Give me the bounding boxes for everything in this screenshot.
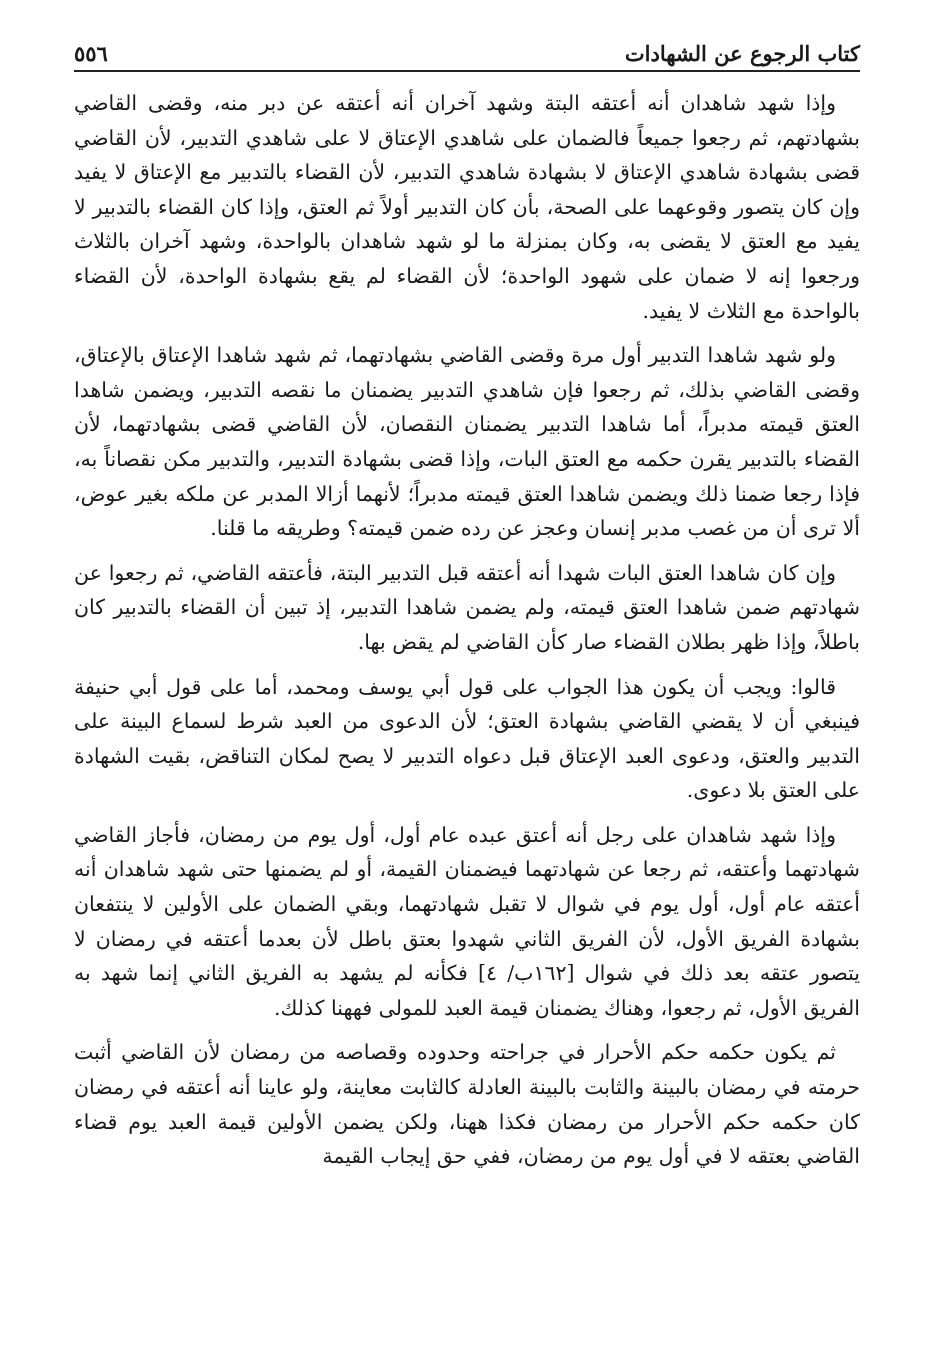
body-text: [74, 86, 860, 1174]
book-title: كتاب الرجوع عن الشهادات: [624, 40, 860, 66]
book-page: [74, 30, 860, 1340]
paragraph: وإذا شهد شاهدان أنه أعتقه البتة وشهد آخران أنه أعتقه عن دبر منه، وقضى القاضي بشهادتهم، ثم رجعوا جميعاً فالضمان على شاهدي الإعتاق لا على شاهدي التدبير، لأن القاضي قضى بشهادة شاهدي الإعتاق لا بشهادة شاهدي التدبير، لأن القضاء بالتدبير مع الإعتاق لا يفيد وإن كان يتصور وقوعهما على الصحة، بأن كان التدبير أولاً ثم العتق، وإذا كان القضاء بالتدبير لا يفيد مع العتق لا يقضى به، وكان بمنزلة ما لو شهد شاهدان بالواحدة، وشهد آخران بالثلاث ورجعوا إنه لا ضمان على شهود الواحدة؛ لأن القضاء لم يقع بشهادة الواحدة، لأن القضاء بالواحدة مع الثلاث لا يفيد.: [74, 91, 860, 323]
paragraph: ولو شهد شاهدا التدبير أول مرة وقضى القاضي بشهادتهما، ثم شهد شاهدا الإعتاق بالإعتاق، وقضى القاضي بذلك، ثم رجعوا فإن شاهدي التدبير يضمنان ما نقصه التدبير، ويضمن شاهدا العتق قيمته مدبراً، أما شاهدا التدبير يضمنان النقصان، لأن القاضي قضى بشهادتهما، لأن القضاء بالتدبير يقرن حكمه مع العتق البات، وإذا قضى بشهادة التدبير، والتدبير مكن نقصاناً به، فإذا رجعا ضمنا ذلك ويضمن شاهدا العتق قيمته مدبراً؛ لأنهما أزالا المدبر عن ملكه بغير عوض، ألا ترى أن من غصب مدبر إنسان وعجز عن رده ضمن قيمته؟ وطريقه ما قلنا.: [74, 343, 860, 541]
paragraph: وإذا شهد شاهدان على رجل أنه أعتق عبده عام أول، أول يوم من رمضان، فأجاز القاضي شهادتهما وأعتقه، ثم رجعا عن شهادتهما فيضمنان القيمة، أو لم يضمنها حتى شهد شاهدان أنه أعتقه عام أول، أول يوم في شوال لا تقبل شهادتهما، وبقي الضمان على الأولين لا ينتفعان بشهادة الفريق الأول، لأن الفريق الثاني شهدوا بعتق باطل لأن بعدما أعتقه في رمضان لا يتصور عتقه بعد ذلك في شوال [١٦٢ب/ ٤] فكأنه لم يشهد به الفريق الثاني إنما شهد به الفريق الأول، ثم رجعوا، وهناك يضمنان قيمة العبد للمولى فههنا كذلك.: [74, 822, 860, 1020]
page-number: ٥٥٦: [74, 40, 108, 66]
paragraph: وإن كان شاهدا العتق البات شهدا أنه أعتقه قبل التدبير البتة، فأعتقه القاضي، ثم رجعوا عن شهادتهم ضمن شاهدا العتق قيمته، ولم يضمن شاهدا التدبير، إذ تبين أن القضاء بالتدبير كان باطلاً، وإذا ظهر بطلان القضاء صار كأن القاضي لم يقض بها.: [74, 560, 860, 654]
running-header: [74, 30, 860, 66]
paragraph: ثم يكون حكمه حكم الأحرار في جراحته وحدوده وقصاصه من رمضان لأن القاضي أثبت حرمته في رمضان بالبينة والثابت بالبينة العادلة كالثابت معاينة، ولو عاينا أنه أعتقه في رمضان كان حكمه حكم الأحرار من رمضان فكذا ههنا، ولكن يضمن الأولين قيمة العبد يوم قضاء القاضي بعتقه لا في أول يوم من رمضان، ففي حق إيجاب القيمة: [74, 1040, 860, 1169]
paragraph: قالوا: ويجب أن يكون هذا الجواب على قول أبي يوسف ومحمد، أما على قول أبي حنيفة فينبغي أن لا يقضي القاضي بشهادة العتق؛ لأن الدعوى من العبد شرط لسماع البينة على التدبير والعتق، ودعوى العبد الإعتاق قبل دعواه التدبير لا يصح لمكان التناقض، بقيت الشهادة على العتق بلا دعوى.: [74, 674, 860, 803]
header-divider: [74, 70, 860, 72]
